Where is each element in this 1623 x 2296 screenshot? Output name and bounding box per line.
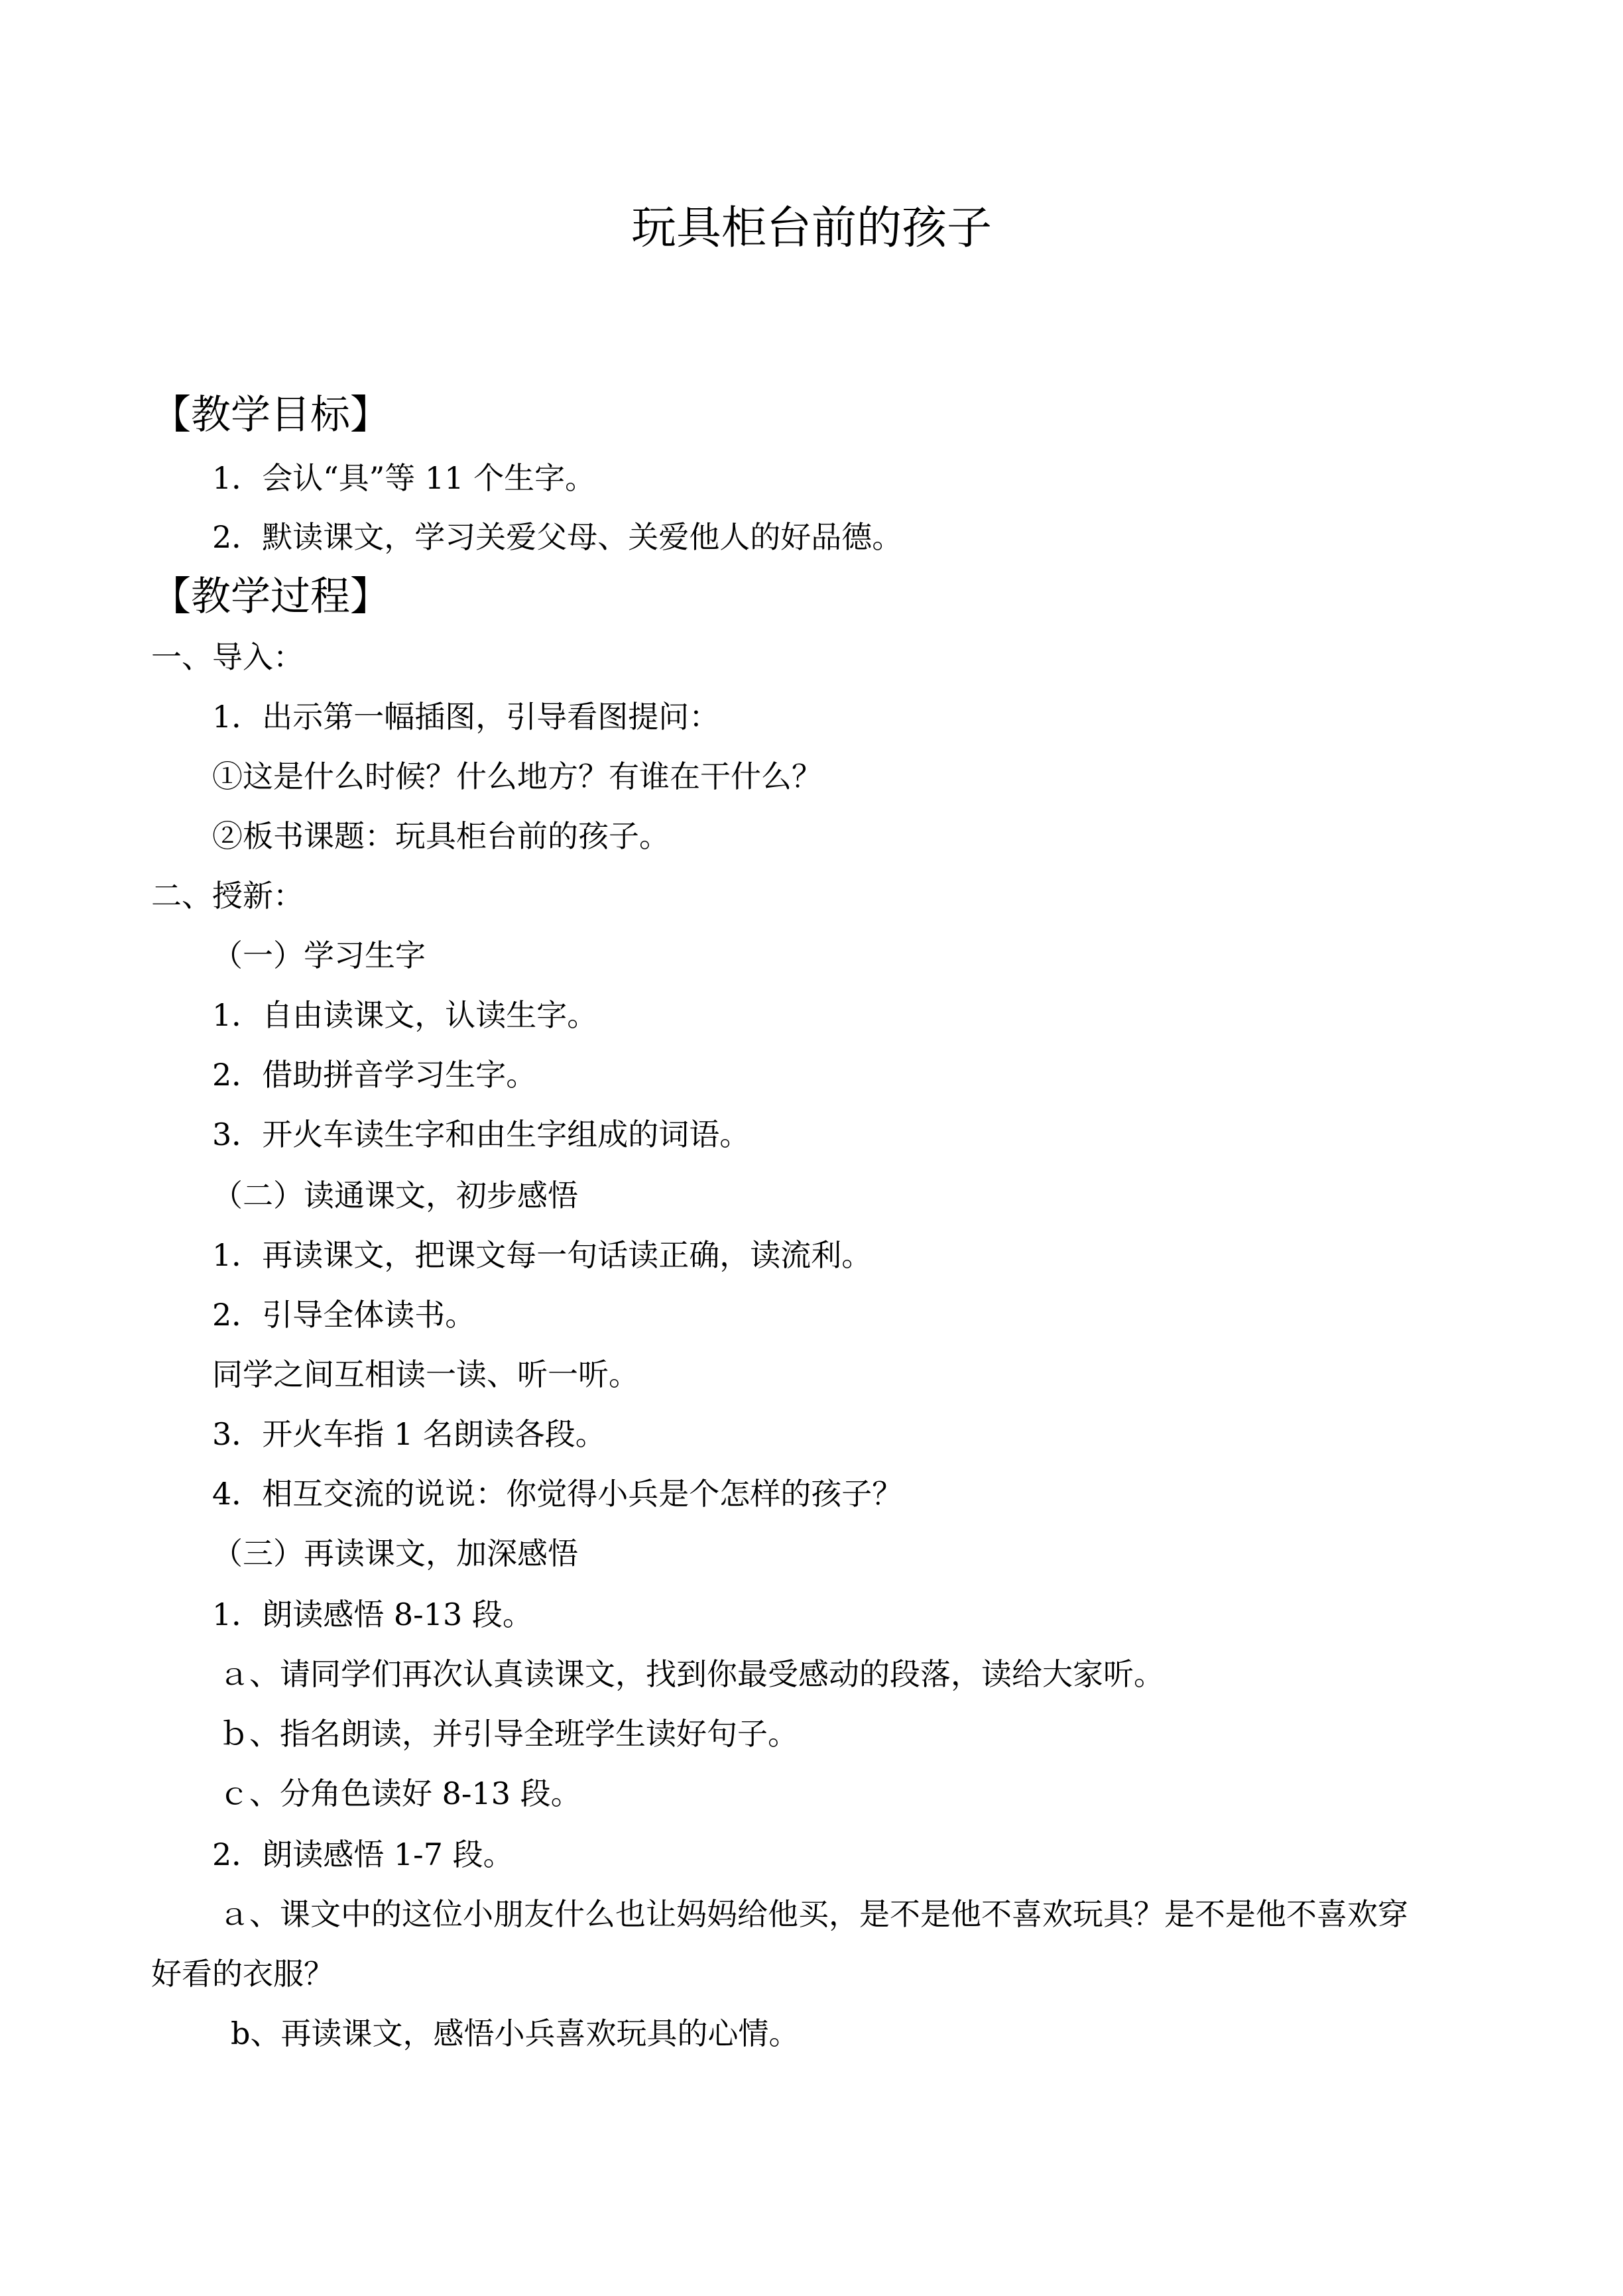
part3-line-5: 2．朗读感悟 1-7 段。 bbox=[212, 1837, 514, 1872]
part2-line-1: 1．再读课文，把课文每一句话读正确，读流利。 bbox=[212, 1237, 872, 1273]
part3-line-8: b、再读课文，感悟小兵喜欢玩具的心情。 bbox=[231, 2016, 800, 2051]
section-intro-heading: 一、导入： bbox=[151, 639, 304, 675]
part3-heading: （三）再读课文，加深感悟 bbox=[212, 1536, 578, 1571]
intro-line-2: ①这是什么时候？什么地方？有谁在干什么？ bbox=[212, 758, 822, 794]
goal-item-2: 2．默读课文，学习关爱父母、关爱他人的好品德。 bbox=[212, 519, 903, 555]
part1-line-3: 3．开火车读生字和由生字组成的词语。 bbox=[212, 1117, 751, 1152]
part3-line-4: ｃ、分角色读好 8-13 段。 bbox=[219, 1776, 581, 1811]
part2-line-5: 4．相互交流的说说：你觉得小兵是个怎样的孩子？ bbox=[212, 1476, 903, 1512]
part2-heading: （二）读通课文，初步感悟 bbox=[212, 1178, 578, 1213]
part3-line-7: 好看的衣服？ bbox=[151, 1956, 334, 1992]
part1-line-2: 2．借助拼音学习生字。 bbox=[212, 1057, 537, 1093]
teaching-process-heading: 【教学过程】 bbox=[151, 574, 390, 620]
part2-line-3: 同学之间互相读一读、听一听。 bbox=[212, 1357, 639, 1392]
document-title: 玩具柜台前的孩子 bbox=[631, 202, 992, 255]
goal-item-1: 1．会认“具”等 11 个生字。 bbox=[212, 460, 596, 496]
part2-line-2: 2．引导全体读书。 bbox=[212, 1297, 476, 1333]
part2-line-4: 3．开火车指 1 名朗读各段。 bbox=[212, 1416, 606, 1452]
part1-heading: （一）学习生字 bbox=[212, 937, 426, 973]
part1-line-1: 1．自由读课文，认读生字。 bbox=[212, 997, 598, 1033]
teaching-goals-heading: 【教学目标】 bbox=[151, 392, 390, 438]
part3-line-2: ａ、请同学们再次认真读课文，找到你最受感动的段落，读给大家听。 bbox=[219, 1656, 1164, 1692]
part3-line-3: ｂ、指名朗读，并引导全班学生读好句子。 bbox=[219, 1716, 798, 1752]
intro-line-3: ②板书课题：玩具柜台前的孩子。 bbox=[212, 818, 670, 854]
part3-line-1: 1．朗读感悟 8-13 段。 bbox=[212, 1597, 533, 1632]
intro-line-1: 1．出示第一幅插图，引导看图提问： bbox=[212, 699, 720, 735]
section-teach-heading: 二、授新： bbox=[151, 878, 304, 914]
part3-line-6: ａ、课文中的这位小朋友什么也让妈妈给他买，是不是他不喜欢玩具？是不是他不喜欢穿 bbox=[219, 1896, 1408, 1932]
